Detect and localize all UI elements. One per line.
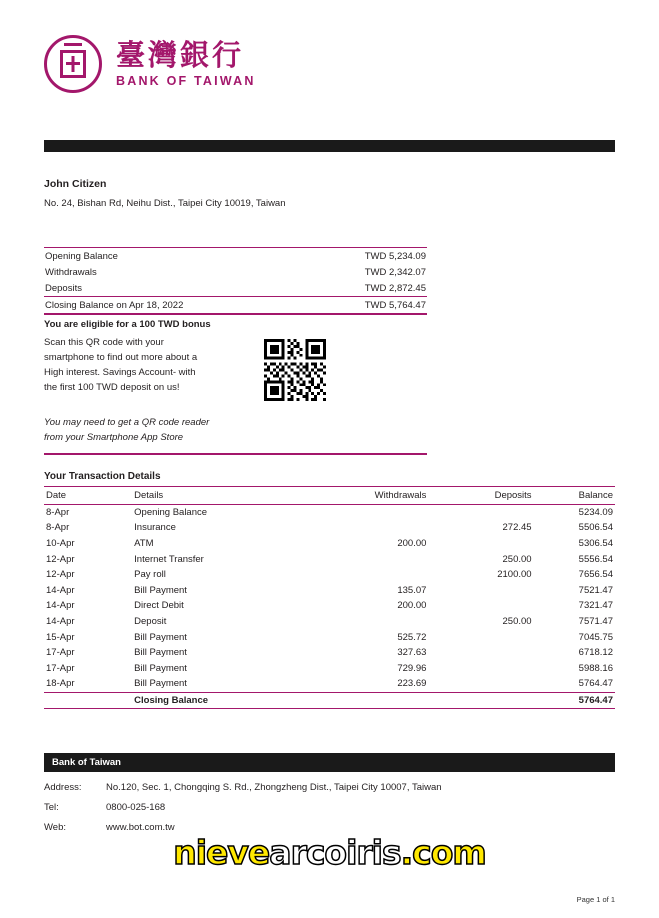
cell-deposits: 250.00: [502, 616, 532, 628]
qr-code-icon[interactable]: [264, 339, 326, 401]
table-row: [44, 583, 615, 599]
bonus-line-3: High interest. Savings Account- with: [44, 367, 196, 378]
cell-closing-label: Closing Balance: [132, 692, 318, 709]
footer-tel-row: [44, 802, 615, 813]
cell-date: 8-Apr: [46, 506, 70, 518]
cell-date: 14-Apr: [46, 600, 75, 612]
footer-tel-value: 0800-025-168: [106, 802, 166, 814]
bank-name-cn: 臺灣銀行: [116, 37, 245, 72]
customer-name: John Citizen: [44, 178, 107, 190]
cell-deposits-empty: [428, 692, 533, 709]
column-header-deposits: Deposits: [428, 486, 533, 504]
cell-details: Bill Payment: [134, 662, 187, 674]
column-header-balance: Balance: [534, 486, 615, 504]
cell-details: Bill Payment: [134, 678, 187, 690]
cell-withdrawals: [318, 567, 429, 583]
cell-date: 18-Apr: [46, 678, 75, 690]
cell-balance: 7521.47: [578, 584, 613, 596]
cell-details: ATM: [134, 538, 154, 550]
cell-date-empty: [44, 692, 132, 709]
cell-withdrawals: 327.63: [397, 647, 427, 659]
summary-value: TWD 5,234.09: [364, 251, 426, 262]
cell-date: 8-Apr: [46, 522, 70, 534]
cell-deposits: [428, 629, 533, 645]
qr-reader-note: [44, 415, 427, 445]
cell-balance: 5556.54: [578, 553, 613, 565]
cell-withdrawals: 223.69: [397, 678, 427, 690]
table-header-row: [44, 486, 615, 504]
cell-details: Pay roll: [134, 569, 166, 581]
summary-row: [44, 248, 427, 264]
cell-balance: 7045.75: [578, 631, 613, 643]
cell-withdrawals-empty: [318, 692, 429, 709]
cell-date: 12-Apr: [46, 569, 75, 581]
table-row: [44, 645, 615, 661]
bonus-title: You are eligible for a 100 TWD bonus: [44, 319, 211, 330]
column-header-withdrawals: Withdrawals: [318, 486, 429, 504]
cell-details: Direct Debit: [134, 600, 184, 612]
cell-date: 17-Apr: [46, 647, 75, 659]
cell-deposits: [428, 583, 533, 599]
cell-date: 15-Apr: [46, 631, 75, 643]
summary-label: Opening Balance: [45, 251, 118, 262]
footer-tel-label: Tel:: [44, 802, 59, 814]
cell-date: 14-Apr: [46, 584, 75, 596]
cell-withdrawals: 135.07: [397, 584, 427, 596]
cell-withdrawals: [318, 551, 429, 567]
watermark: [0, 833, 659, 872]
cell-withdrawals: 525.72: [397, 631, 427, 643]
transactions-table: [44, 486, 615, 710]
cell-deposits: 2100.00: [497, 569, 532, 581]
cell-withdrawals: 200.00: [397, 600, 427, 612]
cell-withdrawals: [318, 520, 429, 536]
footer-address-label: Address:: [44, 782, 82, 794]
footer-address-row: [44, 782, 615, 793]
watermark-part-2: arcoiris: [269, 833, 401, 872]
account-summary: [44, 247, 427, 315]
cell-details: Bill Payment: [134, 647, 187, 659]
footer-bank-bar: Bank of Taiwan: [44, 753, 615, 772]
cell-details: Insurance: [134, 522, 176, 534]
customer-address: No. 24, Bishan Rd, Neihu Dist., Taipei City 10019, Taiwan: [44, 198, 286, 209]
cell-balance: 7571.47: [578, 616, 613, 628]
summary-label: Closing Balance on Apr 18, 2022: [45, 300, 184, 311]
cell-withdrawals: 729.96: [397, 662, 427, 674]
bonus-text: [44, 335, 254, 395]
column-header-date: Date: [44, 486, 132, 504]
qr-reader-note-line-1: You may need to get a QR code reader: [44, 417, 210, 428]
table-row-closing: [44, 692, 615, 709]
cell-deposits: [428, 536, 533, 552]
table-row: [44, 520, 615, 536]
cell-deposits: [428, 676, 533, 692]
cell-date: 17-Apr: [46, 662, 75, 674]
transactions-title: Your Transaction Details: [44, 470, 161, 482]
cell-date: 14-Apr: [46, 616, 75, 628]
cell-withdrawals: [318, 504, 429, 520]
summary-value: TWD 2,342.07: [364, 267, 426, 278]
cell-balance: 5764.47: [578, 678, 613, 690]
cell-balance: 7656.54: [578, 569, 613, 581]
bank-logo-text: [116, 37, 256, 89]
summary-row: [44, 264, 427, 280]
cell-balance: 6718.12: [578, 647, 613, 659]
cell-deposits: [428, 598, 533, 614]
table-row: [44, 614, 615, 630]
cell-deposits: [428, 504, 533, 520]
cell-details: Internet Transfer: [134, 553, 204, 565]
bank-name-en: BANK OF TAIWAN: [116, 74, 256, 89]
table-row: [44, 567, 615, 583]
cell-details: Bill Payment: [134, 584, 187, 596]
table-row: [44, 598, 615, 614]
watermark-part-3: .com: [400, 833, 486, 872]
cell-deposits: [428, 645, 533, 661]
cell-details: Opening Balance: [134, 506, 208, 518]
cell-balance: 5988.16: [578, 662, 613, 674]
summary-value: TWD 2,872.45: [364, 283, 426, 294]
table-row: [44, 676, 615, 692]
bonus-line-4: the first 100 TWD deposit on us!: [44, 382, 180, 393]
header-divider-bar: [44, 140, 615, 152]
cell-balance: 5306.54: [578, 538, 613, 550]
summary-row-closing: [44, 297, 427, 313]
cell-deposits: 250.00: [502, 553, 532, 565]
cell-balance: 7321.47: [578, 600, 613, 612]
bonus-line-1: Scan this QR code with your: [44, 337, 164, 348]
bank-logo: [44, 0, 615, 102]
bonus-bottom-rule: [44, 453, 427, 455]
bonus-promo: [44, 315, 427, 455]
cell-details: Deposit: [134, 616, 167, 628]
qr-reader-note-line-2: from your Smartphone App Store: [44, 432, 184, 443]
cell-date: 12-Apr: [46, 553, 75, 565]
footer-web-value[interactable]: www.bot.com.tw: [106, 822, 175, 834]
table-row: [44, 629, 615, 645]
cell-deposits: [428, 661, 533, 677]
footer-address-value: No.120, Sec. 1, Chongqing S. Rd., Zhongzheng Dist., Taipei City 10007, Taiwan: [106, 782, 442, 794]
footer-web-label: Web:: [44, 822, 67, 834]
footer-web-row: [44, 822, 615, 833]
cell-balance: 5234.09: [578, 506, 613, 518]
cell-deposits: 272.45: [502, 522, 532, 534]
table-row: [44, 504, 615, 520]
table-row: [44, 551, 615, 567]
table-row: [44, 536, 615, 552]
cell-withdrawals: [318, 614, 429, 630]
cell-date: 10-Apr: [46, 538, 75, 550]
cell-details: Bill Payment: [134, 631, 187, 643]
table-row: [44, 661, 615, 677]
bonus-line-2: smartphone to find out more about a: [44, 352, 198, 363]
cell-balance: 5506.54: [578, 522, 613, 534]
bank-logo-icon: [44, 35, 102, 93]
summary-label: Withdrawals: [45, 267, 97, 278]
footer-bank-info: [44, 782, 615, 833]
page-number: Page 1 of 1: [576, 895, 615, 904]
column-header-details: Details: [132, 486, 318, 504]
cell-withdrawals: 200.00: [397, 538, 427, 550]
cell-closing-balance: 5764.47: [534, 692, 615, 709]
summary-row: [44, 280, 427, 296]
watermark-part-1: nieve: [173, 833, 270, 872]
summary-label: Deposits: [45, 283, 82, 294]
summary-value: TWD 5,764.47: [364, 300, 426, 311]
